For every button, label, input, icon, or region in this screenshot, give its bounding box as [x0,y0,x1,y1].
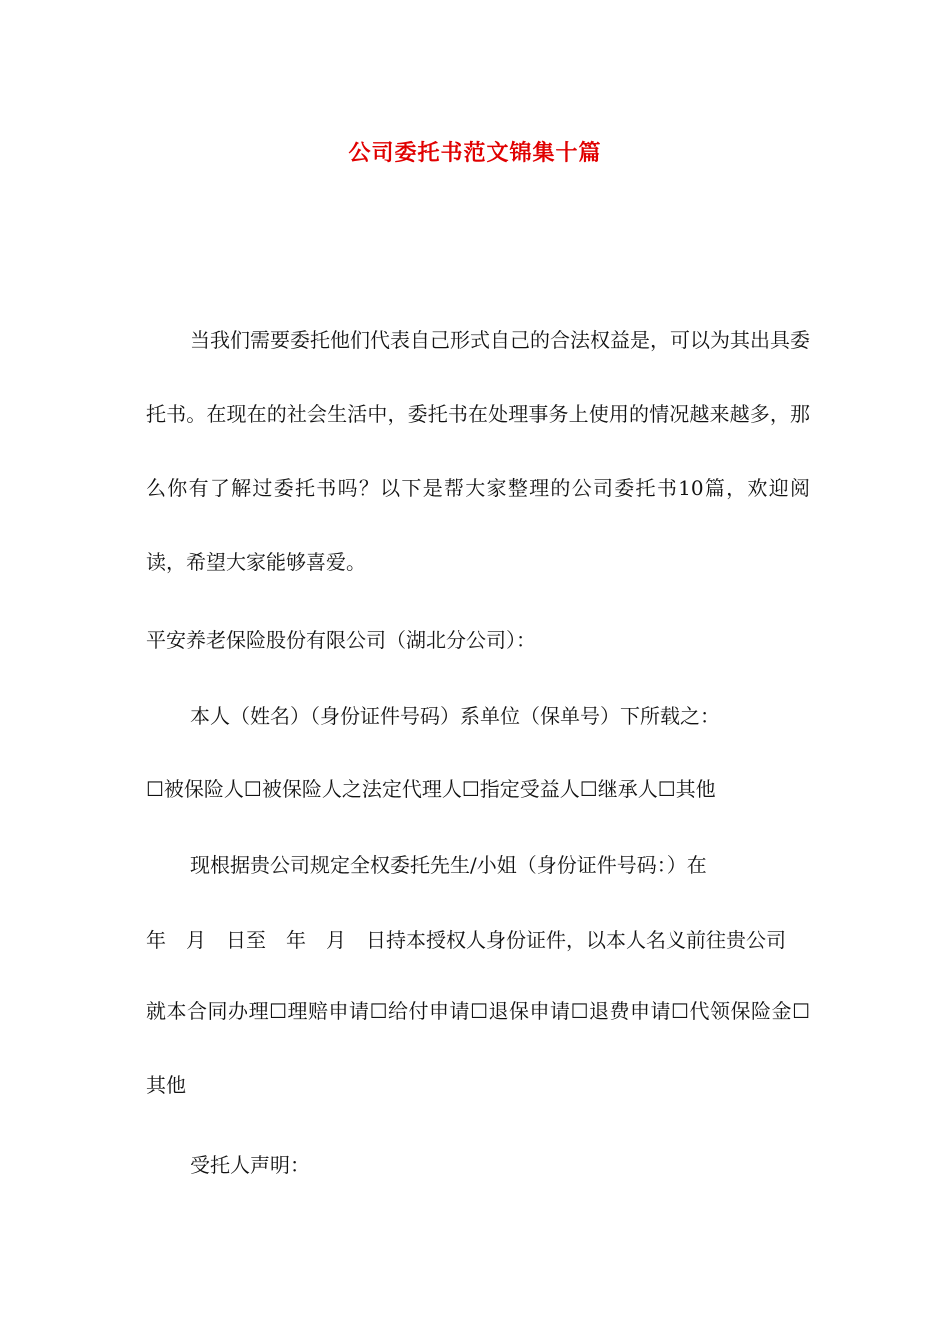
statement-line: 本人（姓名）（身份证件号码）系单位（保单号）下所载之： [190,704,720,728]
matters-paragraph: 就本合同办理☐理赔申请☐给付申请☐退保申请☐退费申请☐代领保险金☐其他 [146,999,810,1097]
authorization-line: 现根据贵公司规定全权委托先生/小姐（身份证件号码：）在 [190,853,707,877]
addressee-line: 平安养老保险股份有限公司（湖北分公司）： [146,628,536,652]
intro-paragraph: 当我们需要委托他们代表自己形式自己的合法权益是，可以为其出具委托书。在现在的社会生活中，委托书在处理事务上使用的情况越来越多，那么你有了解过委托书吗？以下是帮大家整理的公司委托书10篇，欢迎阅读，希望大家能够喜爱。 [146,328,810,574]
document-title: 公司委托书范文锦集十篇 [348,140,602,166]
trustee-declaration-line: 受托人声明： [190,1153,310,1177]
roles-checkbox-line: ☐被保险人☐被保险人之法定代理人☐指定受益人☐继承人☐其他 [146,777,716,801]
period-line: 年 月 日至 年 月 日持本授权人身份证件，以本人名义前往贵公司 [146,928,786,952]
